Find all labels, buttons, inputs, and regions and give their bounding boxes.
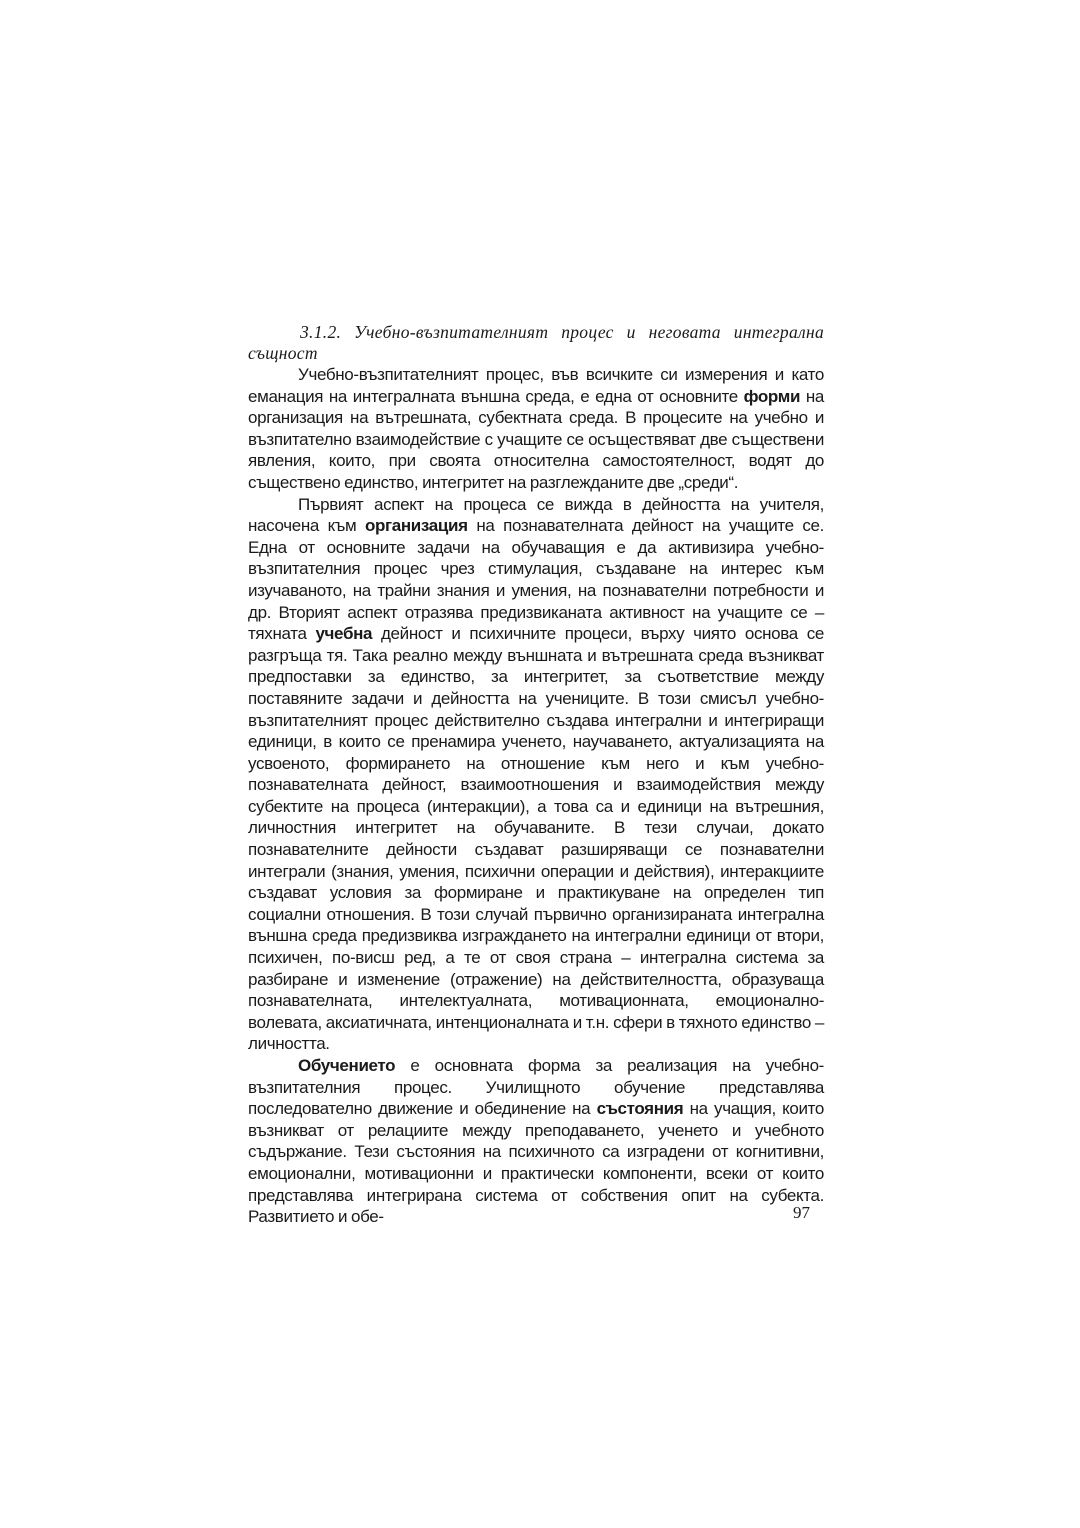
paragraph-3-bold-states: състояния	[596, 1099, 684, 1119]
paragraph-1-text-c: на организация на вътрешната, субектната среда. В процесите на учебно и възпитателно взаимодействие с учащите се осъществяват две съществени явления, които, при своята относителна самостоятелност, водят до съществено единство, интегритет на разглежданите две „среди“.	[248, 386, 824, 492]
paragraph-2-bold-organization: организация	[364, 516, 468, 536]
section-heading: 3.1.2. Учебно-възпитателният процес и неговата интегрална същност	[248, 322, 824, 363]
paragraph-1-bold-forms: форми	[743, 386, 801, 406]
paragraph-3	[248, 1055, 824, 1228]
paragraph-2-text-e: дейност и психичните процеси, върху чиято основа се разгръща тя. Така реално между външната и вътрешната среда възникват предпоставки за единство, за интегритет, за съответствие между поставяните задачи и дейността на учениците. В този смисъл учебно-възпитателният процес действително създава интегрални и интегриращи единици, в които се пренамира ученето, научаването, актуализацията на усвоеното, формирането на отношение към него и към учебно-познавателната дейност, взаимоотношения и взаимодействия между субектите на процеса (интеракции), а това са и единици на вътрешния, личностния интегритет на обучаваните. В тези случаи, докато познавателните дейности създават разширяващи се познавателни интеграли (знания, умения, психични операции и действия), интеракциите създават условия за формиране и практикуване на определен тип социални отношения. В този случай първично организираната интегрална външна среда предизвиква изграждането на интегрални единици от втори, психичен, по-висш ред, а те от своя страна – интегрална система за разбиране и изменение (отражение) на действителността, образуваща познавателната, интелектуалната, мотивационната, емоционално-волевата, аксиатичната, интенционалната и т.н. сфери в тяхното единство – личността.	[248, 624, 824, 1054]
paragraph-3-text-d: на учащия, които възникват от релациите между преподаването, ученето и учебното съдържание. Тези състояния на психичното са изградени от когнитивни, емоционални, мотивационни и практически компоненти, всеки от които представлява интегрирана система от собствения опит на субекта. Развитието и обе-	[248, 1099, 824, 1227]
paragraph-1-text-a: Учебно-възпитателният процес, във всичките си измерения и като еманация на интегралната външна среда, е една от основните	[248, 365, 824, 406]
paragraph-2-text-a: Първият аспект на процеса се вижда в дейността на учителя, насочена към	[248, 494, 824, 536]
paragraph-2	[248, 494, 824, 1055]
page-body	[248, 322, 824, 1228]
paragraph-3-bold-training: Обучението	[298, 1056, 396, 1075]
paragraph-2-bold-learning: учебна	[315, 624, 373, 644]
paragraph-3-text-b: е основната форма за реализация на учебно-възпитателния процес. Училищното обучение представлява последователно движение и обединение на	[248, 1056, 824, 1119]
paragraph-1	[248, 364, 824, 494]
page-number: 97	[793, 1203, 810, 1222]
paragraph-2-text-c: на познавателната дейност на учащите се. Една от основните задачи на обучаващия е да активизира учебно-възпитателния процес чрез стимулация, създаване на интерес към изучаваното, на трайни знания и умения, на познавателни потребности и др. Вторият аспект отразява предизвиканата активност на учащите се – тяхната	[248, 516, 824, 644]
